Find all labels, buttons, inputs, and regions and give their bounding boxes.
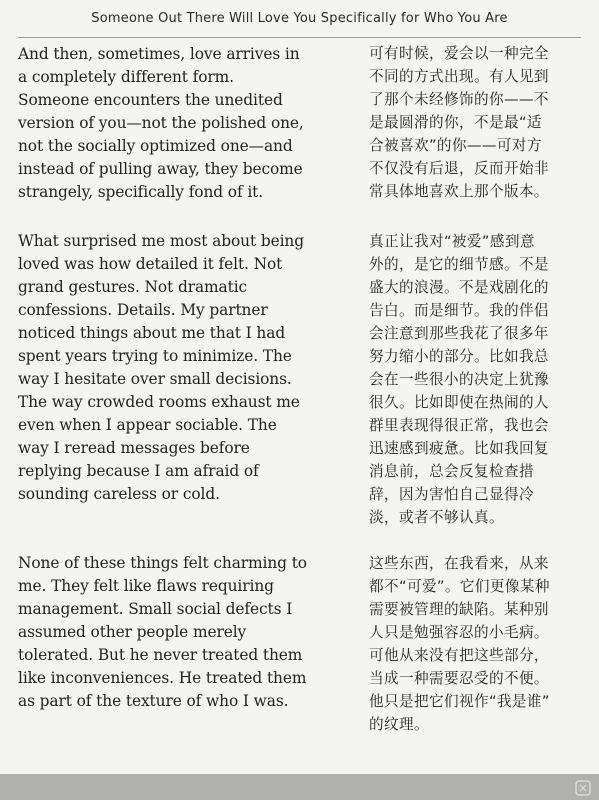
chinese-paragraph-1	[369, 42, 581, 203]
page-title: Someone Out There Will Love You Specifically for Who You Are	[91, 11, 508, 26]
english-text-line: version of you—not the polished one,	[18, 114, 304, 132]
bottom-bar	[0, 774, 599, 800]
english-text-line: management. Small social defects I	[18, 600, 293, 618]
chinese-text-line: 可他从来没有把这些部分，	[369, 647, 549, 664]
english-text-line: spent years trying to minimize. The	[18, 347, 292, 365]
chinese-text-line: 不同的方式出现。有人见到	[369, 68, 549, 85]
english-paragraph-2	[18, 230, 334, 506]
english-text-line: And then, sometimes, love arrives in	[18, 45, 300, 63]
chinese-text-line: 可有时候，爱会以一种完全	[369, 45, 549, 62]
english-text-line: replying because I am afraid of	[18, 462, 259, 480]
chinese-text-line: 的纹理。	[369, 716, 429, 733]
english-text-line: What surprised me most about being	[18, 232, 304, 250]
watermark-logo-icon	[575, 780, 591, 796]
english-text-line: sounding careless or cold.	[18, 485, 220, 503]
chinese-text-line: 很久。比如即使在热闹的人	[369, 394, 549, 411]
english-text-line: instead of pulling away, they become	[18, 160, 303, 178]
chinese-text-line: 人只是勉强容忍的小毛病。	[369, 624, 549, 641]
english-text-line: even when I appear sociable. The	[18, 416, 277, 434]
english-text-line: like inconveniences. He treated them	[18, 669, 307, 687]
chinese-text-line: 合被喜欢”的你——可对方	[369, 137, 542, 154]
chinese-text-line: 需要被管理的缺陷。某种别	[369, 601, 549, 618]
english-text-line: tolerated. But he never treated them	[18, 646, 303, 664]
english-text-line: assumed other people merely	[18, 623, 247, 641]
chinese-text-line: 淡，或者不够认真。	[369, 509, 504, 526]
chinese-text-line: 当成一种需要忍受的不便。	[369, 670, 549, 687]
chinese-text-line: 外的，是它的细节感。不是	[369, 256, 549, 273]
chinese-text-line: 告白。而是细节。我的伴侣	[369, 302, 549, 319]
chinese-text-line: 会在一些很小的决定上犹豫	[369, 371, 549, 388]
chinese-text-line: 迅速感到疲惫。比如我回复	[369, 440, 549, 457]
english-text-line: Someone encounters the unedited	[18, 91, 283, 109]
english-text-line: me. They felt like flaws requiring	[18, 577, 274, 595]
chinese-text-line: 群里表现得很正常，我也会	[369, 417, 549, 434]
english-text-line: not the socially optimized one—and	[18, 137, 293, 155]
chinese-text-line: 是最圆滑的你，不是最“适	[369, 114, 542, 131]
chinese-text-line: 真正让我对“被爱”感到意	[369, 233, 535, 250]
english-text-line: strangely, specifically fond of it.	[18, 183, 264, 201]
header-divider	[18, 37, 581, 38]
chinese-text-line: 都不“可爱”。它们更像某种	[369, 578, 550, 595]
english-text-line: way I hesitate over small decisions.	[18, 370, 292, 388]
chinese-paragraph-3	[369, 552, 581, 736]
chinese-text-line: 辞，因为害怕自己显得冷	[369, 486, 534, 503]
english-text-line: None of these things felt charming to	[18, 554, 307, 572]
chinese-text-line: 这些东西，在我看来，从来	[369, 555, 549, 572]
english-text-line: confessions. Details. My partner	[18, 301, 268, 319]
chinese-text-line: 不仅没有后退，反而开始非	[369, 160, 549, 177]
chinese-text-line: 常具体地喜欢上那个版本。	[369, 183, 549, 200]
chinese-text-line: 努力缩小的部分。比如我总	[369, 348, 549, 365]
english-paragraph-1	[18, 43, 334, 204]
english-text-line: The way crowded rooms exhaust me	[18, 393, 300, 411]
english-text-line: noticed things about me that I had	[18, 324, 286, 342]
chinese-text-line: 盛大的浪漫。不是戏剧化的	[369, 279, 549, 296]
chinese-text-line: 了那个未经修饰的你——不	[369, 91, 549, 108]
chinese-text-line: 他只是把它们视作“我是谁”	[369, 693, 550, 710]
english-text-line: loved was how detailed it felt. Not	[18, 255, 283, 273]
english-text-line: as part of the texture of who I was.	[18, 692, 289, 710]
english-paragraph-3	[18, 552, 334, 713]
chinese-paragraph-2	[369, 230, 581, 529]
english-text-line: a completely different form.	[18, 68, 234, 86]
english-text-line: way I reread messages before	[18, 439, 250, 457]
chinese-text-line: 会注意到那些我花了很多年	[369, 325, 549, 342]
chinese-text-line: 消息前，总会反复检查措	[369, 463, 534, 480]
english-text-line: grand gestures. Not dramatic	[18, 278, 248, 296]
